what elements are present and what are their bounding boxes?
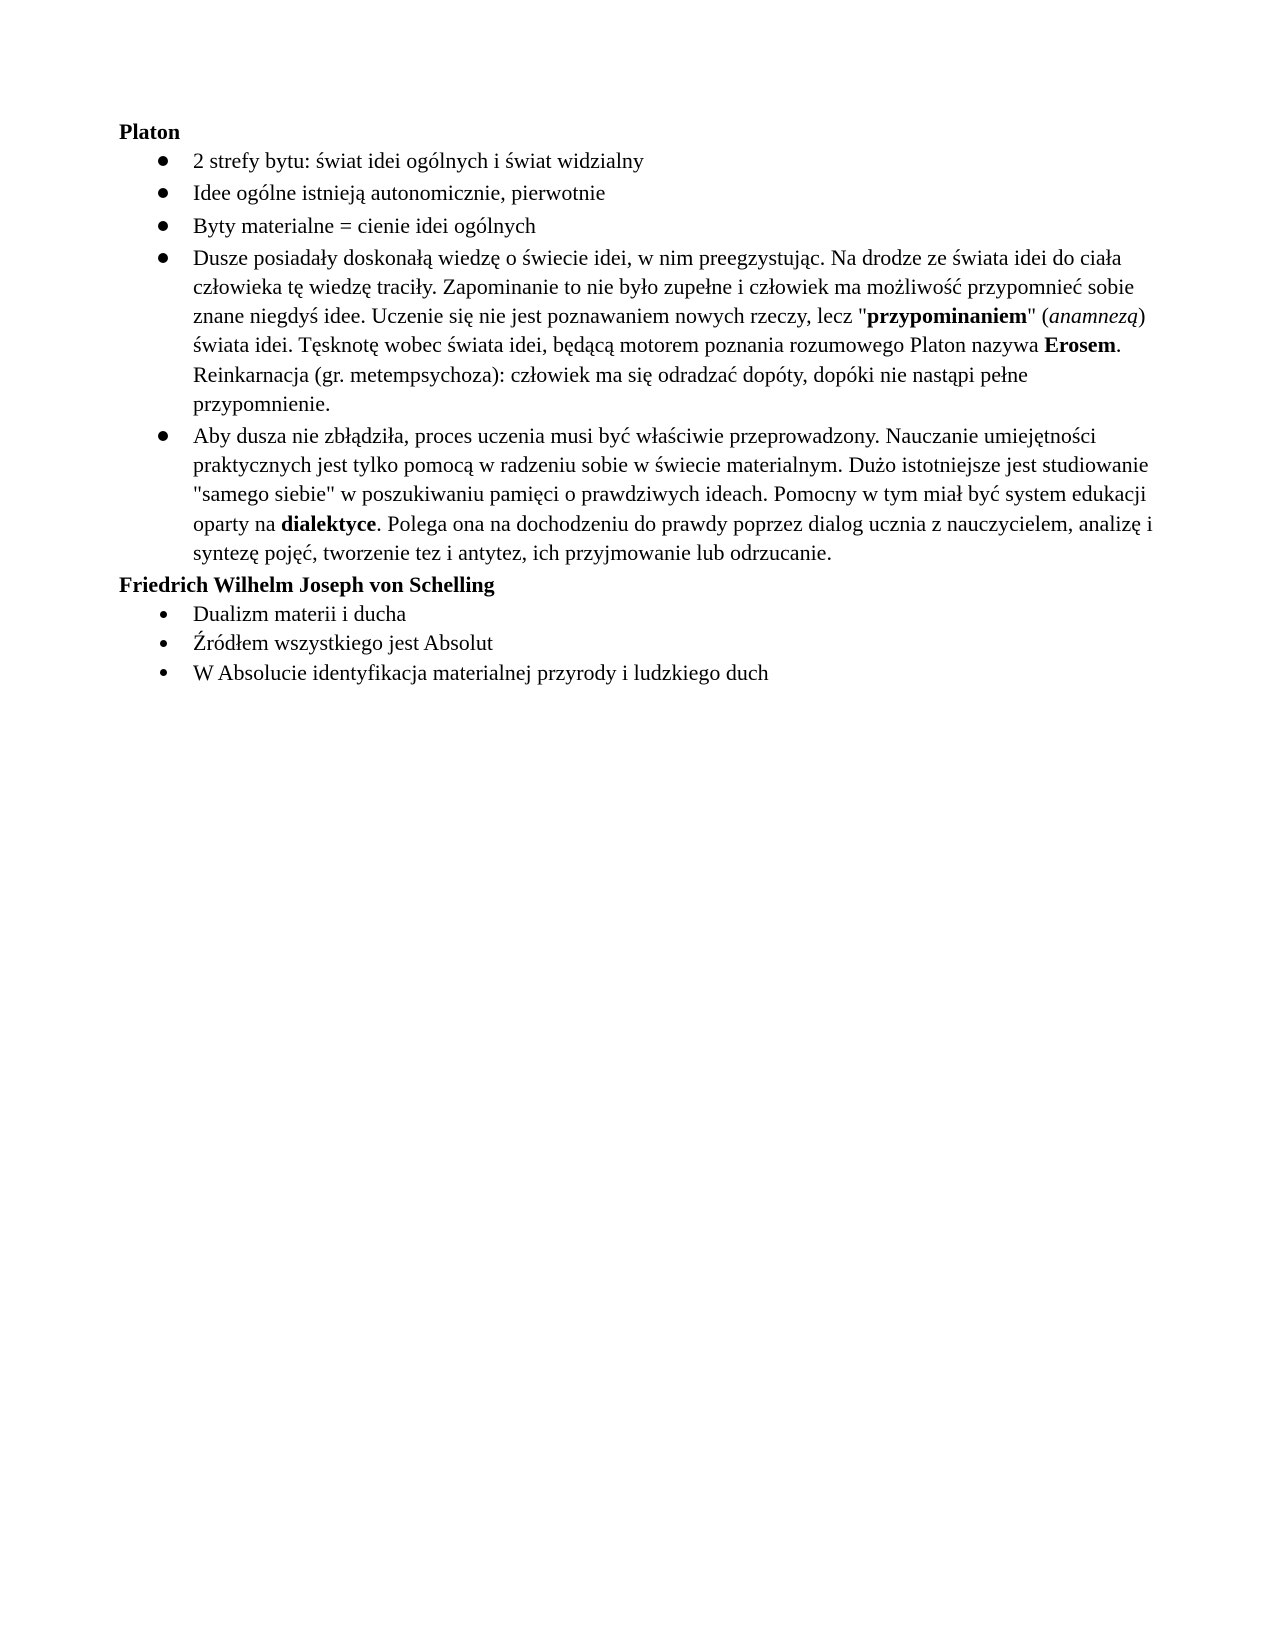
bullet-icon: [156, 243, 170, 272]
section-heading-schelling: Friedrich Wilhelm Joseph von Schelling: [119, 572, 495, 598]
bullet-icon: [156, 421, 170, 450]
section-heading-platon: Platon: [119, 119, 181, 144]
bold-term-erosem: Erosem: [1044, 332, 1116, 358]
italic-term-anamneza: anamnezą: [1048, 303, 1139, 329]
bold-term-dialektyce: dialektyce: [280, 510, 377, 536]
schelling-bullet-list: [119, 599, 1159, 687]
list-item: [119, 599, 1159, 628]
bullet-icon: [156, 658, 170, 687]
list-item: [119, 243, 1159, 418]
document-body: [119, 117, 1159, 687]
bold-term-przypominaniem: przypominaniem: [866, 303, 1028, 329]
bullet-icon: [156, 146, 170, 175]
list-item: [119, 628, 1159, 657]
bullet-icon: [156, 178, 170, 207]
text-run: Dusze posiadały doskonałą wiedzę o świecie idei, w nim preegzystując. Na drodze ze świata idei do ciała człowieka tę wiedzę traciły. Zapominanie to nie było zupełne i człowiek ma możliwość przypomnieć sobie znane niegdyś idee. Uczenie się nie jest poznawaniem nowych rzeczy, lecz ": [193, 244, 1135, 329]
text-run: . Reinkarnacja (gr. metempsychoza): człowiek ma się odradzać dopóty, dopóki nie nastąpi pełne przypomnienie.: [193, 332, 1122, 416]
text-run: " (: [1027, 303, 1049, 329]
list-item-text: Źródłem wszystkiego jest Absolut: [193, 630, 494, 656]
list-item: [119, 178, 1159, 207]
list-item-text: Idee ogólne istnieją autonomicznie, pierwotnie: [193, 180, 606, 206]
list-item-text: Byty materialne = cienie idei ogólnych: [193, 212, 536, 238]
text-run: Aby dusza nie zbłądziła, proces uczenia musi być właściwie przeprowadzony. Nauczanie umiejętności praktycznych jest tylko pomocą w radzeniu sobie w świecie materialnym. Dużo istotniejsze jest studiowanie "samego siebie" w poszukiwaniu pamięci o prawdziwych ideach. Pomocny w tym miał być system edukacji oparty na: [193, 423, 1149, 536]
list-item: [119, 421, 1159, 567]
platon-bullet-list: [119, 146, 1159, 567]
text-run: ) świata idei. Tęsknotę wobec świata idei, będącą motorem poznania rozumowego Platon nazywa: [193, 303, 1146, 358]
list-item-text: Dualizm materii i ducha: [193, 601, 407, 627]
list-item-text: [193, 423, 1153, 565]
list-item-text: [193, 245, 1145, 416]
list-item-text: 2 strefy bytu: świat idei ogólnych i świat widzialny: [193, 148, 644, 174]
list-item-text: W Absolucie identyfikacja materialnej przyrody i ludzkiego duch: [193, 659, 769, 685]
bullet-icon: [156, 599, 170, 628]
text-run: . Polega ona na dochodzeniu do prawdy poprzez dialog ucznia z nauczycielem, analizę i syntezę pojęć, tworzenie tez i antytez, ich przyjmowanie lub odrzucanie.: [193, 510, 1153, 565]
bullet-icon: [156, 628, 170, 657]
list-item: [119, 211, 1159, 240]
list-item: [119, 146, 1159, 175]
bullet-icon: [156, 211, 170, 240]
list-item: [119, 658, 1159, 687]
